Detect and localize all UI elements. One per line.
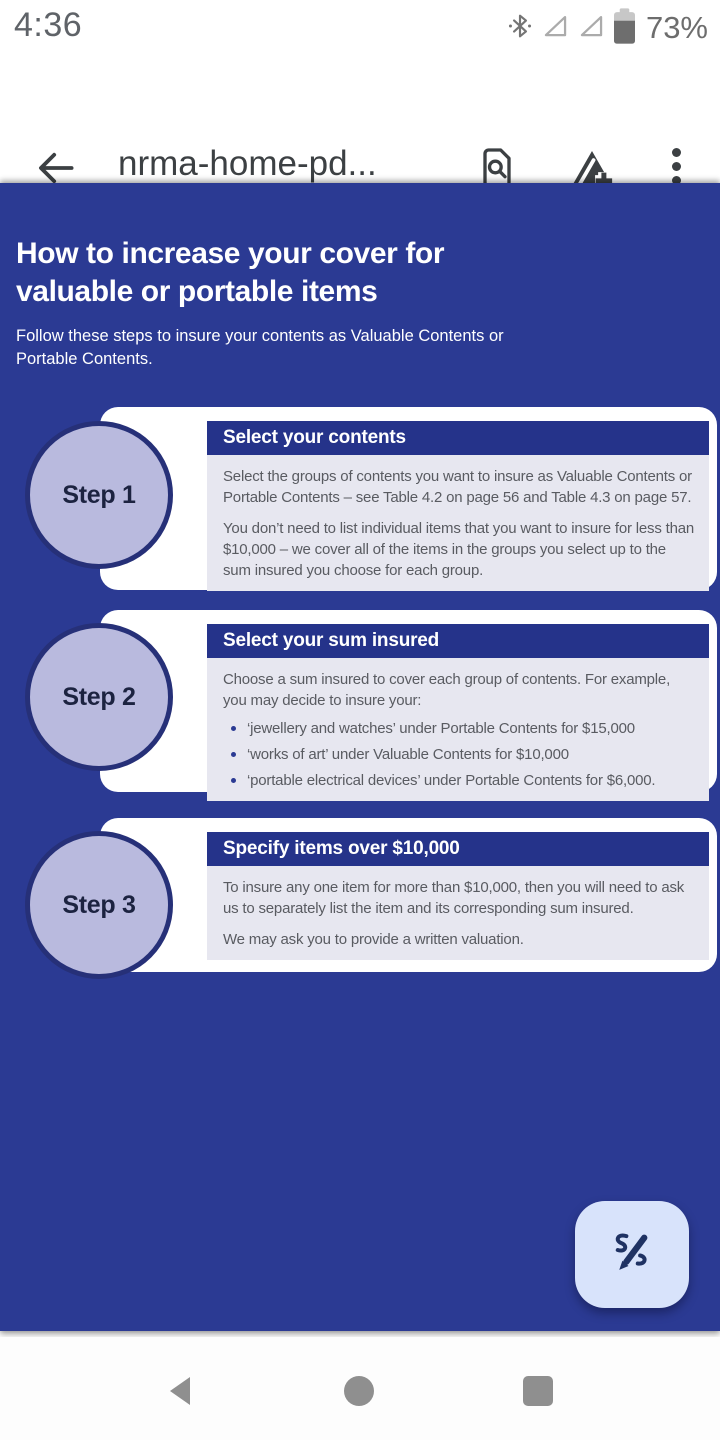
nav-home-circle-icon: [341, 1397, 377, 1412]
nav-recents-button[interactable]: [520, 1373, 556, 1409]
step-1-card: [100, 407, 717, 590]
step-1-paragraph: You don’t need to list individual items that you want to insure for less than $10,000 – we cover all of the items in the groups you select up to the sum insured you choose for each group.: [223, 520, 695, 579]
step-1-paragraph: Select the groups of contents you want to insure as Valuable Contents or Portable Contents – see Table 4.2 on page 56 and Table 4.3 on page 57.: [223, 468, 692, 506]
step-3-paragraph: To insure any one item for more than $10,000, then you will need to ask us to separately list the item and its corresponding sum insured.: [223, 879, 685, 917]
step-1-label: Step 1: [62, 480, 136, 509]
nav-back-triangle-icon: [163, 1397, 199, 1412]
step-2-body: [207, 658, 709, 801]
step-1-title: Select your contents: [207, 421, 709, 455]
page-subtitle: Follow these steps to insure your contents as Valuable Contents or Portable Contents.: [16, 327, 504, 368]
step-3-paragraph: We may ask you to provide a written valuation.: [223, 931, 524, 948]
pen-annotate-icon: [601, 1223, 663, 1286]
status-bar: [0, 0, 720, 56]
step-3-card: [100, 818, 717, 972]
step-1-body: [207, 455, 709, 591]
document-title: nrma-home-pd...: [118, 144, 377, 183]
step-2-badge: [25, 623, 173, 771]
bullet-item: ‘works of art’ under Valuable Contents for $10,000: [223, 744, 695, 765]
page-title: How to increase your cover for valuable or portable items: [16, 237, 445, 308]
step-2-card: [100, 610, 717, 792]
nav-home-button[interactable]: [341, 1373, 377, 1409]
app-toolbar: [0, 56, 720, 183]
signal-empty-icon: [578, 12, 605, 44]
clock: 4:36: [14, 6, 83, 44]
step-3-label: Step 3: [62, 890, 136, 919]
step-3-badge: [25, 831, 173, 979]
bluetooth-icon: [507, 11, 533, 46]
step-2-label: Step 2: [62, 682, 136, 711]
overflow-menu-icon: [672, 148, 681, 185]
signal-empty-icon: [542, 12, 569, 44]
battery-percent: 73%: [645, 10, 708, 45]
nav-back-button[interactable]: [163, 1373, 199, 1409]
nav-recents-square-icon: [520, 1397, 556, 1412]
step-2-title: Select your sum insured: [207, 624, 709, 658]
pdf-page[interactable]: [0, 183, 720, 1331]
step-2-bullet-list: [223, 718, 695, 791]
bullet-item: ‘portable electrical devices’ under Portable Contents for $6,000.: [223, 770, 695, 791]
battery-icon: [614, 8, 635, 49]
step-3-title: Specify items over $10,000: [207, 832, 709, 866]
step-3-body: [207, 866, 709, 960]
step-1-badge: [25, 421, 173, 569]
step-2-paragraph: Choose a sum insured to cover each group of contents. For example, you may decide to insure your:: [223, 671, 671, 709]
navigation-bar: [0, 1337, 720, 1440]
status-icons: [507, 0, 708, 56]
annotate-fab-button[interactable]: [575, 1201, 689, 1308]
bullet-item: ‘jewellery and watches’ under Portable Contents for $15,000: [223, 718, 695, 739]
